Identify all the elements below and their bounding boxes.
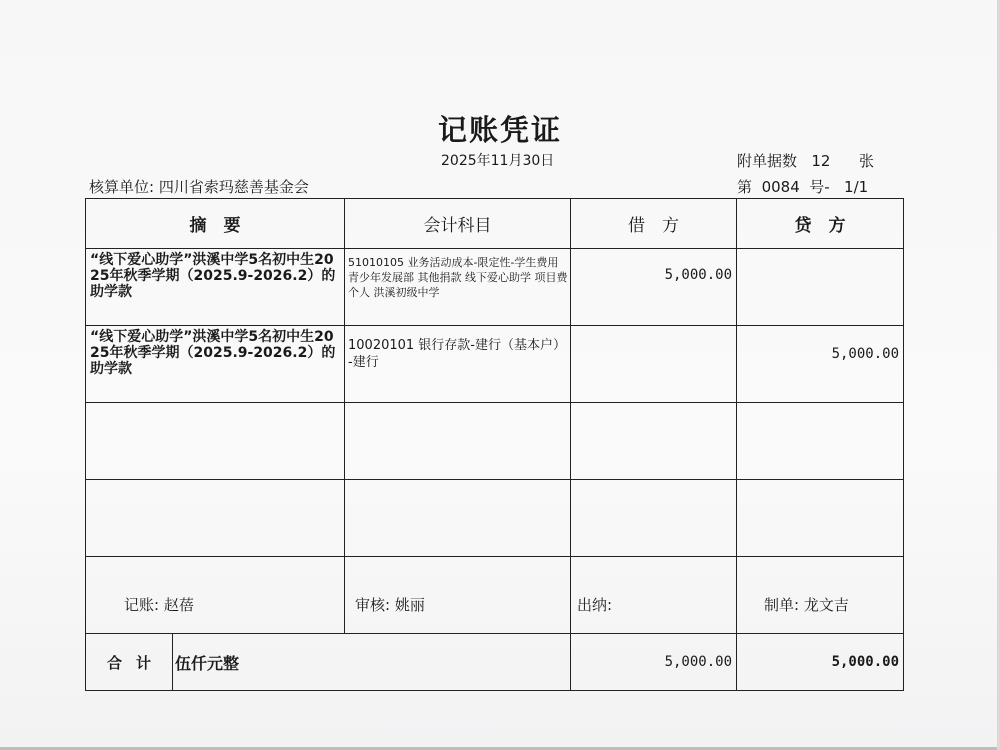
voucher-title: 记账凭证	[437, 113, 562, 147]
table-row	[86, 326, 904, 403]
table-row	[86, 249, 904, 326]
attachments-unit: 张	[859, 152, 875, 170]
bookkeeper-name: 赵蓓	[163, 596, 194, 614]
row-debit	[571, 480, 737, 557]
table-row	[86, 403, 904, 480]
row-account: 51010105 业务活动成本-限定性-学生费用 青少年发展部 其他捐款 线下爱心助学 项目费 个人 洪溪初级中学	[345, 249, 571, 326]
total-label: 合计	[86, 634, 173, 691]
bookkeeper-signature	[124, 594, 194, 615]
header-debit: 借 方	[571, 199, 737, 249]
header-row	[86, 199, 904, 249]
number-suffix: 号-	[809, 178, 830, 196]
row-summary	[86, 480, 345, 557]
row-account	[345, 403, 571, 480]
row-account	[345, 480, 571, 557]
row-account: 10020101 银行存款-建行（基本户）-建行	[345, 326, 571, 403]
bookkeeper-label: 记账:	[124, 596, 160, 614]
attachments-info	[737, 150, 874, 171]
row-summary	[86, 403, 345, 480]
total-amount-words: 伍仟元整	[173, 634, 571, 691]
row-credit: 5,000.00	[737, 326, 904, 403]
attachments-label: 附单据数	[737, 152, 798, 170]
unit-label: 核算单位:	[89, 178, 155, 196]
row-credit	[737, 480, 904, 557]
reviewer-name: 姚丽	[394, 596, 425, 614]
total-row	[86, 634, 904, 691]
table-row	[86, 480, 904, 557]
row-summary: “线下爱心助学”洪溪中学5名初中生2025年秋季学期（2025.9-2026.2）的助学款	[86, 249, 345, 326]
reviewer-label: 审核:	[355, 596, 391, 614]
accounting-unit	[89, 176, 309, 197]
number-value: 0084	[761, 178, 800, 196]
header-account: 会计科目	[345, 199, 571, 249]
header-summary: 摘 要	[86, 199, 345, 249]
number-prefix: 第	[737, 178, 753, 196]
voucher-table	[85, 198, 904, 691]
voucher-date: 2025年11月30日	[441, 153, 555, 169]
row-credit	[737, 403, 904, 480]
row-debit	[571, 403, 737, 480]
row-summary: “线下爱心助学”洪溪中学5名初中生2025年秋季学期（2025.9-2026.2）的助学款	[86, 326, 345, 403]
row-debit	[571, 326, 737, 403]
maker-name: 龙文吉	[803, 596, 849, 614]
attachments-count: 12	[811, 152, 831, 170]
cashier-label: 出纳:	[577, 596, 613, 614]
cashier-signature	[577, 594, 612, 615]
reviewer-signature	[355, 594, 425, 615]
row-credit	[737, 249, 904, 326]
maker-signature	[764, 594, 849, 615]
page-indicator: 1/1	[844, 178, 869, 196]
unit-name: 四川省索玛慈善基金会	[158, 178, 309, 196]
row-debit: 5,000.00	[571, 249, 737, 326]
maker-label: 制单:	[764, 596, 800, 614]
total-credit: 5,000.00	[737, 634, 904, 691]
total-debit: 5,000.00	[571, 634, 737, 691]
header-credit: 贷 方	[737, 199, 904, 249]
voucher-number	[737, 176, 868, 197]
